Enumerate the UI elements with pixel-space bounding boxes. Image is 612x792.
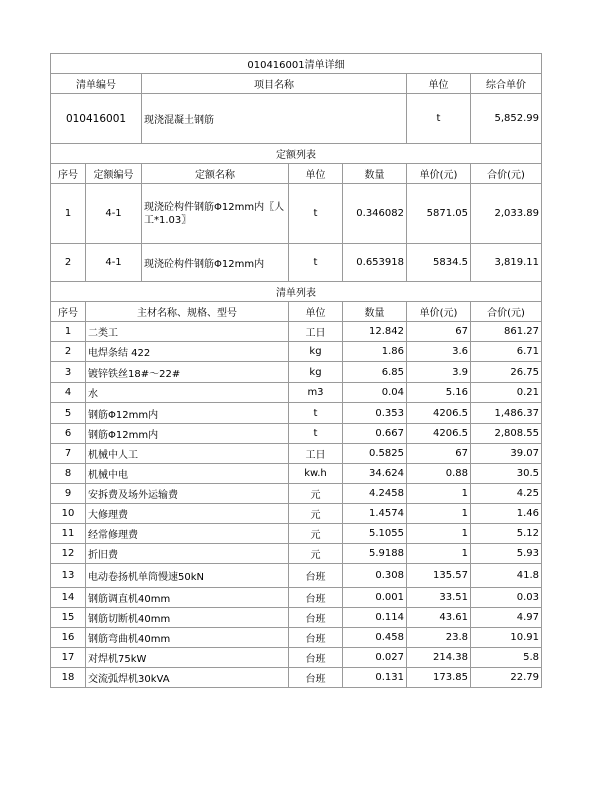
material-row-unit: 台班: [289, 564, 343, 588]
material-row-no: 7: [51, 444, 86, 464]
material-row-name: 镀锌铁丝18#～22#: [86, 362, 289, 383]
material-row-price: 3.6: [407, 342, 471, 362]
material-row-no: 9: [51, 484, 86, 504]
quota-section-title: 定额列表: [51, 144, 542, 164]
material-row-price: 1: [407, 524, 471, 544]
quota-row: [51, 244, 542, 282]
material-row-no: 17: [51, 648, 86, 668]
material-row-no: 8: [51, 464, 86, 484]
material-row-qty: 6.85: [343, 362, 407, 383]
quota-row-qty: 0.653918: [343, 244, 407, 282]
material-row-total: 5.8: [471, 648, 542, 668]
material-row-name: 经常修理费: [86, 524, 289, 544]
material-row-total: 10.91: [471, 628, 542, 648]
material-row-total: 26.75: [471, 362, 542, 383]
header-unit-label: 单位: [407, 74, 471, 94]
material-row-price: 135.57: [407, 564, 471, 588]
quota-row-no: 1: [51, 184, 86, 244]
material-row-unit: 元: [289, 484, 343, 504]
material-row-no: 1: [51, 322, 86, 342]
material-row-name: 折旧费: [86, 544, 289, 564]
material-row-price: 0.88: [407, 464, 471, 484]
material-row-name: 钢筋弯曲机40mm: [86, 628, 289, 648]
material-row-name: 机械中电: [86, 464, 289, 484]
material-row-qty: 0.027: [343, 648, 407, 668]
material-row-price: 43.61: [407, 608, 471, 628]
quota-row-total: 3,819.11: [471, 244, 542, 282]
material-row-qty: 0.5825: [343, 444, 407, 464]
material-row-price: 4206.5: [407, 424, 471, 444]
material-row-unit: t: [289, 403, 343, 424]
material-row-total: 0.03: [471, 588, 542, 608]
material-row-qty: 0.04: [343, 383, 407, 403]
material-row-name: 钢筋调直机40mm: [86, 588, 289, 608]
quota-row-qty: 0.346082: [343, 184, 407, 244]
material-row: [51, 444, 542, 464]
material-row-unit: 元: [289, 524, 343, 544]
material-row-name: 电动卷扬机单筒慢速50kN: [86, 564, 289, 588]
material-row-unit: kg: [289, 342, 343, 362]
material-row: [51, 424, 542, 444]
material-row-no: 6: [51, 424, 86, 444]
material-row-name: 交流弧焊机30kVA: [86, 668, 289, 688]
material-row-price: 5.16: [407, 383, 471, 403]
material-row: [51, 383, 542, 403]
material-row-unit: 元: [289, 544, 343, 564]
material-row-unit: kg: [289, 362, 343, 383]
material-row-unit: 台班: [289, 608, 343, 628]
quota-row-name: 现浇砼构件钢筋Φ12mm内〖人工*1.03〗: [142, 184, 289, 244]
material-row-qty: 0.667: [343, 424, 407, 444]
material-row-unit: 台班: [289, 628, 343, 648]
material-row-total: 4.25: [471, 484, 542, 504]
quota-row-total: 2,033.89: [471, 184, 542, 244]
material-row-qty: 5.1055: [343, 524, 407, 544]
material-row-total: 5.93: [471, 544, 542, 564]
material-row-no: 16: [51, 628, 86, 648]
material-row-name: 二类工: [86, 322, 289, 342]
material-row-no: 2: [51, 342, 86, 362]
quota-row-unit: t: [289, 184, 343, 244]
material-row-unit: 元: [289, 504, 343, 524]
item-unit: t: [407, 94, 471, 144]
material-row-name: 钢筋Φ12mm内: [86, 424, 289, 444]
material-row: [51, 544, 542, 564]
quota-row: [51, 184, 542, 244]
item-code: 010416001: [51, 94, 142, 144]
quota-row-name: 现浇砼构件钢筋Φ12mm内: [142, 244, 289, 282]
material-row-name: 钢筋切断机40mm: [86, 608, 289, 628]
item-price: 5,852.99: [471, 94, 542, 144]
material-row-price: 1: [407, 484, 471, 504]
material-row: [51, 524, 542, 544]
item-name: 现浇混凝土钢筋: [142, 94, 407, 144]
quota-col-unit: 单位: [289, 164, 343, 184]
material-row-total: 861.27: [471, 322, 542, 342]
material-row-no: 18: [51, 668, 86, 688]
quota-col-name: 定额名称: [142, 164, 289, 184]
material-row-unit: t: [289, 424, 343, 444]
material-row: [51, 628, 542, 648]
quota-row-code: 4-1: [86, 184, 142, 244]
material-row: [51, 564, 542, 588]
material-row: [51, 668, 542, 688]
quota-row-price: 5834.5: [407, 244, 471, 282]
material-row-price: 23.8: [407, 628, 471, 648]
header-price-label: 综合单价: [471, 74, 542, 94]
material-row-qty: 0.001: [343, 588, 407, 608]
material-row-qty: 0.131: [343, 668, 407, 688]
material-row-name: 电焊条结 422: [86, 342, 289, 362]
quota-col-qty: 数量: [343, 164, 407, 184]
bill-detail-table: [50, 53, 542, 688]
material-row-qty: 0.353: [343, 403, 407, 424]
material-row-name: 机械中人工: [86, 444, 289, 464]
material-row-price: 3.9: [407, 362, 471, 383]
material-row-unit: 台班: [289, 668, 343, 688]
material-row-unit: 工日: [289, 322, 343, 342]
material-row: [51, 342, 542, 362]
material-row-qty: 0.308: [343, 564, 407, 588]
header-name-label: 项目名称: [142, 74, 407, 94]
material-row-qty: 1.4574: [343, 504, 407, 524]
material-row-total: 2,808.55: [471, 424, 542, 444]
material-row-total: 1.46: [471, 504, 542, 524]
material-row-total: 30.5: [471, 464, 542, 484]
material-row-price: 4206.5: [407, 403, 471, 424]
material-row-total: 39.07: [471, 444, 542, 464]
quota-row-price: 5871.05: [407, 184, 471, 244]
material-row-no: 4: [51, 383, 86, 403]
materials-col-no: 序号: [51, 302, 86, 322]
quota-col-price: 单价(元): [407, 164, 471, 184]
material-row-qty: 34.624: [343, 464, 407, 484]
material-row-no: 10: [51, 504, 86, 524]
material-row-unit: 台班: [289, 648, 343, 668]
materials-section-title: 清单列表: [51, 282, 542, 302]
material-row: [51, 362, 542, 383]
material-row-no: 14: [51, 588, 86, 608]
material-row-qty: 4.2458: [343, 484, 407, 504]
material-row: [51, 608, 542, 628]
material-row-unit: kw.h: [289, 464, 343, 484]
material-row-total: 4.97: [471, 608, 542, 628]
material-row-price: 1: [407, 504, 471, 524]
material-row: [51, 648, 542, 668]
materials-col-total: 合价(元): [471, 302, 542, 322]
material-row-price: 1: [407, 544, 471, 564]
quota-col-code: 定额编号: [86, 164, 142, 184]
material-row-name: 安拆费及场外运输费: [86, 484, 289, 504]
header-code-label: 清单编号: [51, 74, 142, 94]
material-row-price: 33.51: [407, 588, 471, 608]
material-row-qty: 5.9188: [343, 544, 407, 564]
material-row-price: 214.38: [407, 648, 471, 668]
material-row: [51, 464, 542, 484]
material-row-qty: 0.114: [343, 608, 407, 628]
material-row: [51, 504, 542, 524]
material-row-name: 大修理费: [86, 504, 289, 524]
material-row-qty: 12.842: [343, 322, 407, 342]
material-row-no: 3: [51, 362, 86, 383]
material-row: [51, 322, 542, 342]
material-row-price: 173.85: [407, 668, 471, 688]
table-title: 010416001清单详细: [51, 54, 542, 74]
material-row-name: 水: [86, 383, 289, 403]
material-row-total: 0.21: [471, 383, 542, 403]
material-row-total: 22.79: [471, 668, 542, 688]
material-row-unit: m3: [289, 383, 343, 403]
material-row-price: 67: [407, 322, 471, 342]
material-row-no: 15: [51, 608, 86, 628]
material-row-no: 5: [51, 403, 86, 424]
material-row-no: 11: [51, 524, 86, 544]
quota-col-no: 序号: [51, 164, 86, 184]
quota-row-no: 2: [51, 244, 86, 282]
material-row-unit: 工日: [289, 444, 343, 464]
material-row-total: 41.8: [471, 564, 542, 588]
material-row-name: 钢筋Φ12mm内: [86, 403, 289, 424]
material-row-price: 67: [407, 444, 471, 464]
material-row: [51, 403, 542, 424]
material-row-unit: 台班: [289, 588, 343, 608]
quota-row-unit: t: [289, 244, 343, 282]
material-row-qty: 1.86: [343, 342, 407, 362]
materials-col-price: 单价(元): [407, 302, 471, 322]
material-row-total: 1,486.37: [471, 403, 542, 424]
materials-col-qty: 数量: [343, 302, 407, 322]
material-row-no: 13: [51, 564, 86, 588]
quota-row-code: 4-1: [86, 244, 142, 282]
material-row-total: 5.12: [471, 524, 542, 544]
material-row-total: 6.71: [471, 342, 542, 362]
quota-col-total: 合价(元): [471, 164, 542, 184]
materials-col-name: 主材名称、规格、型号: [86, 302, 289, 322]
material-row: [51, 484, 542, 504]
material-row-qty: 0.458: [343, 628, 407, 648]
material-row-name: 对焊机75kW: [86, 648, 289, 668]
materials-col-unit: 单位: [289, 302, 343, 322]
material-row-no: 12: [51, 544, 86, 564]
material-row: [51, 588, 542, 608]
